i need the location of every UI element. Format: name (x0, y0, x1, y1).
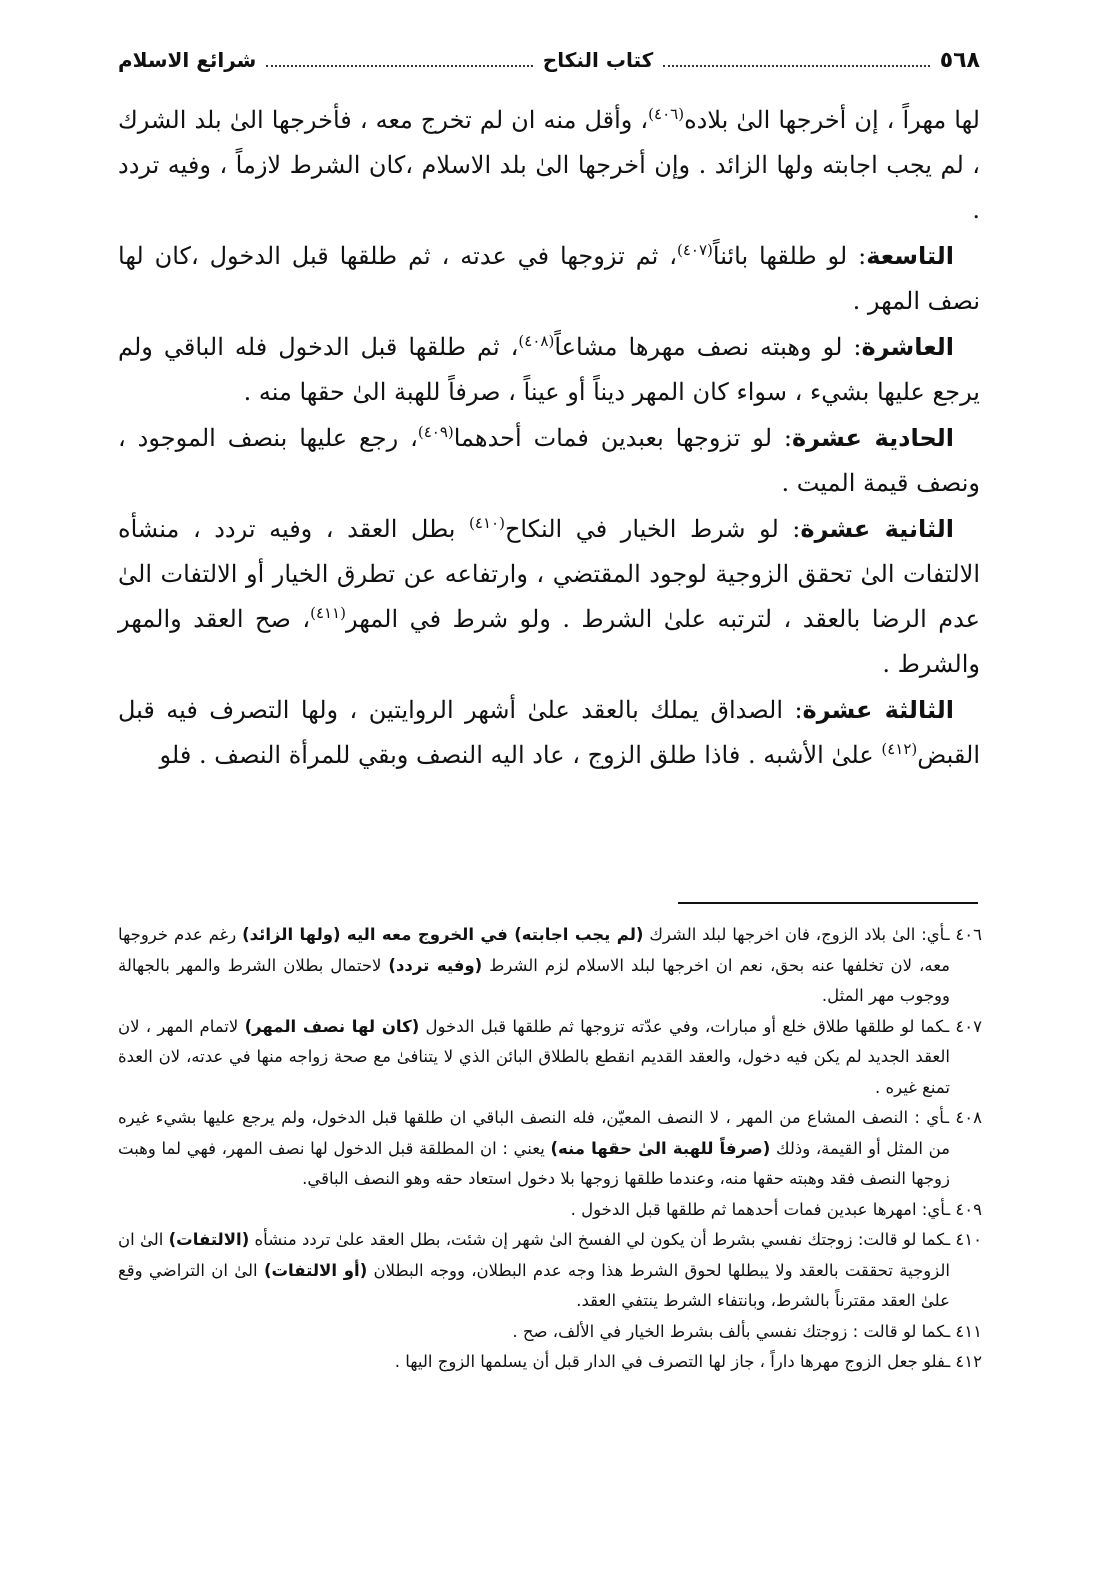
footnote (118, 1012, 982, 1104)
footnote-number: ٤٠٧ ـ (944, 1016, 983, 1036)
footnote-quote: (صرفاً للهبة الىٰ حقها منه) (550, 1138, 771, 1158)
footnote-ref[interactable]: (٤١١) (310, 604, 346, 622)
paragraph-text: بطل العقد ، وفيه تردد ، منشأه الالتفات الىٰ تحقق الزوجية لوجود المقتضي ، وارتفاعه عن تطرق الخيار أو الالتفات الىٰ عدم الرضا بالعقد ، لترتبه علىٰ الشرط . ولو شرط في المهر (118, 515, 980, 633)
footnote-number: ٤٠٨ ـ (944, 1108, 982, 1127)
running-header (118, 42, 980, 78)
book-title: شرائع الاسلام (117, 48, 257, 72)
footnote (118, 920, 982, 1012)
paragraph (118, 688, 980, 778)
paragraph (118, 325, 980, 415)
paragraph-text: علىٰ الأشبه . فاذا طلق الزوج ، عاد اليه النصف وبقي للمرأة النصف . فلو (159, 741, 874, 769)
footnote-ref[interactable]: (٤١٠) (469, 514, 505, 532)
footnote-quote: (كان لها نصف المهر) (244, 1016, 420, 1036)
footnote-ref[interactable]: (٤١٢) (881, 740, 918, 758)
paragraph-text: ، رجع عليها بنصف الموجود ، ونصف قيمة الميت . (118, 424, 980, 497)
footnote (118, 1103, 982, 1195)
issue-heading: التاسعة (866, 242, 954, 270)
paragraph-text: ، صح العقد والمهر والشرط . (118, 605, 980, 678)
page-number: ٥٦٨ (939, 47, 980, 73)
issue-heading: العاشرة (861, 333, 954, 361)
main-text (118, 98, 980, 779)
footnote-number: ٤١٠ ـ (945, 1230, 983, 1249)
footnote-text: كما لو طلقها طلاق خلع أو مبارات، وفي عدّته تزوجها ثم طلقها قبل الدخول (425, 1016, 945, 1036)
paragraph-text: : لو تزوجها بعبدين فمات أحدهما (453, 424, 793, 452)
footnote-separator (678, 902, 978, 904)
footnote-text: لاتمام المهر ، لان العقد الجديد لم يكن فيه دخول، والعقد القديم انقطع بالطلاق البائن الذي لا يتنافىٰ مع صحة زواجه منها في عدته، لان العدة تمنع غيره . (118, 1016, 950, 1097)
footnote-text: الىٰ ان الزوجية تحققت بالعقد ولا يبطلها لحوق الشرط هذا وجه عدم البطلان، ووجه البطلان (118, 1230, 950, 1280)
footnote (118, 1317, 982, 1348)
paragraph-text: لها مهراً ، إن أخرجها الىٰ بلاده (684, 106, 980, 134)
paragraph-text: : لو شرط الخيار في النكاح (504, 515, 801, 543)
footnote-number: ٤١١ ـ (945, 1321, 982, 1341)
footnote-text: كما لو قالت : زوجتك نفسي بألف بشرط الخيار في الألف، صح . (512, 1321, 946, 1341)
footnote-text: كما لو قالت: زوجتك نفسي بشرط أن يكون لي الفسخ الىٰ شهر إن شئت، بطل العقد علىٰ تردد منشأه (254, 1230, 946, 1249)
paragraph-text: ، ثم طلقها قبل الدخول فله الباقي ولم يرجع عليها بشيء ، سواء كان المهر ديناً أو عيناً ، صرفاً للهبة الىٰ حقها منه . (118, 333, 980, 406)
footnote-text: لاحتمال بطلان الشرط والمهر بالجهالة ووجوب مهر المثل. (118, 955, 950, 1005)
footnote-text: أي: الىٰ بلاد الزوج، فان اخرجها لبلد الشرك (649, 925, 945, 944)
paragraph-text: : لو وهبته نصف مهرها مشاعاً (554, 333, 862, 361)
footnote-number: ٤٠٦ ـ (944, 925, 983, 944)
footnote-text: أي : النصف المشاع من المهر ، لا النصف المعيّن، فله النصف الباقي ان طلقها قبل الدخول، ولم يرجع عليها بشيء غيره من المثل أو القيمة، وذلك (118, 1108, 951, 1158)
footnote-ref[interactable]: (٤٠٦) (648, 105, 685, 123)
issue-heading: الثالثة عشرة (802, 696, 954, 724)
paragraph-text: ، وأقل منه ان لم تخرج معه ، فأخرجها الىٰ بلد الشرك ، لم يجب اجابته ولها الزائد . وإن أخرجها الىٰ بلد الاسلام ،كان الشرط لازماً ، وفيه تردد . (118, 106, 980, 224)
paragraph-text: : الصداق يملك بالعقد علىٰ أشهر الروايتين ، ولها التصرف فيه قبل القبض (118, 696, 980, 769)
footnote (118, 1195, 982, 1226)
footnote-quote: (وفيه تردد) (388, 955, 483, 975)
footnote-text: فلو جعل الزوج مهرها داراً ، جاز لها التصرف في الدار قبل أن يسلمها الزوج اليها . (394, 1352, 946, 1371)
footnote-text: يعني : ان المطلقة قبل الدخول لها نصف المهر، فهي لما وهبت زوجها النصف فقد وهبته حقها منه، وعندما طلقها زوجها بلا دخول استعاد حقه وهو النصف الباقي. (118, 1138, 950, 1188)
footnotes (118, 920, 982, 1378)
header-leader-dots (266, 65, 532, 67)
header-leader-dots (663, 65, 929, 67)
footnote-quote: (لم يجب اجابته) في الخروج معه اليه (ولها الزائد) (242, 925, 644, 944)
paragraph (118, 98, 980, 233)
footnote-text: أي: امهرها عبدين فمات أحدهما ثم طلقها قبل الدخول . (570, 1199, 946, 1219)
paragraph (118, 416, 980, 506)
footnote-number: ٤٠٩ ـ (945, 1199, 982, 1219)
footnote-quote: (أو الالتفات) (263, 1260, 368, 1280)
footnote (118, 1347, 982, 1378)
footnote-quote: (الالتفات) (168, 1230, 250, 1249)
footnote-text: رغم عدم خروجها معه، لان تخلفها عنه بحق، نعم ان اخرجها لبلد الاسلام لزم الشرط (118, 925, 951, 975)
footnote-ref[interactable]: (٤٠٩) (417, 423, 454, 441)
paragraph-text: ، ثم تزوجها في عدته ، ثم طلقها قبل الدخول ،كان لها نصف المهر . (118, 242, 980, 315)
footnote-text: الىٰ ان التراضي وقع علىٰ العقد مقترناً بالشرط، وبانتفاء الشرط ينتفي العقد. (118, 1260, 950, 1310)
footnote-ref[interactable]: (٤٠٨) (518, 332, 555, 350)
footnote (118, 1225, 982, 1317)
chapter-title: كتاب النكاح (542, 48, 654, 72)
footnote-number: ٤١٢ ـ (945, 1352, 982, 1371)
paragraph (118, 507, 980, 687)
paragraph (118, 234, 980, 324)
paragraph-text: : لو طلقها بائناً (712, 242, 867, 270)
issue-heading: الثانية عشرة (800, 515, 955, 543)
footnote-ref[interactable]: (٤٠٧) (677, 241, 713, 259)
issue-heading: الحادية عشرة (792, 424, 954, 452)
